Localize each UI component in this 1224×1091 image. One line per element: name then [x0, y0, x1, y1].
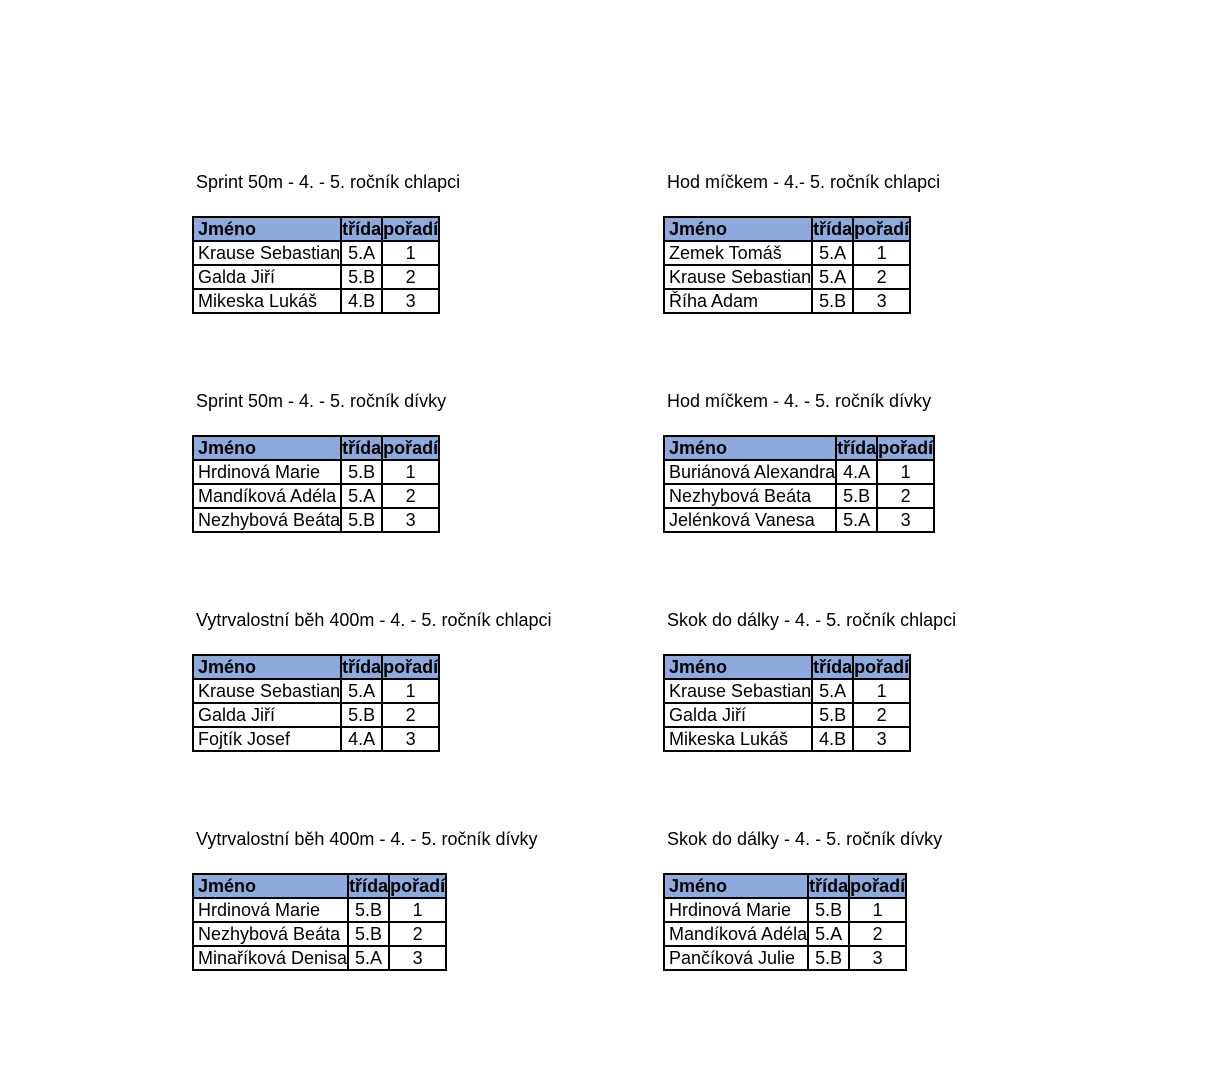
table-header-row: [664, 655, 910, 679]
results-table: [192, 873, 447, 971]
header-name: Jméno: [664, 436, 836, 460]
cell-name: Krause Sebastian: [664, 679, 812, 703]
section-title: Sprint 50m - 4. - 5. ročník chlapci: [196, 172, 461, 192]
results-table: [192, 654, 440, 752]
table-row: [664, 508, 934, 532]
cell-class: 5.B: [836, 484, 877, 508]
cell-class: 5.B: [812, 289, 853, 313]
cell-name: Fojtík Josef: [193, 727, 341, 751]
cell-class: 5.B: [812, 703, 853, 727]
header-class: třída: [342, 219, 382, 239]
table-row: [664, 922, 906, 946]
header-name: Jméno: [664, 655, 812, 679]
header-class: třída: [837, 438, 877, 458]
cell-class: 5.B: [341, 508, 382, 532]
header-class: třída: [813, 219, 853, 239]
cell-rank: 2: [382, 484, 439, 508]
table-row: [193, 898, 446, 922]
cell-rank: 3: [853, 727, 910, 751]
cell-rank: 2: [877, 484, 934, 508]
cell-name: Mikeska Lukáš: [664, 727, 812, 751]
cell-class: 5.A: [812, 241, 853, 265]
table-header-row: [193, 874, 446, 898]
header-rank: pořadí: [390, 876, 446, 896]
cell-rank: 3: [382, 727, 439, 751]
header-rank: pořadí: [383, 657, 439, 677]
cell-class: 4.B: [812, 727, 853, 751]
table-row: [664, 289, 910, 313]
cell-rank: 2: [853, 265, 910, 289]
cell-rank: 1: [877, 460, 934, 484]
results-table: [663, 654, 911, 752]
cell-rank: 3: [849, 946, 906, 970]
table-row: [664, 460, 934, 484]
cell-rank: 3: [382, 289, 439, 313]
cell-class: 5.A: [812, 679, 853, 703]
section-title: Hod míčkem - 4. - 5. ročník dívky: [667, 391, 932, 411]
table-header-row: [193, 655, 439, 679]
cell-class: 5.B: [341, 265, 382, 289]
table-header-row: [664, 436, 934, 460]
header-class: třída: [342, 438, 382, 458]
cell-name: Zemek Tomáš: [664, 241, 812, 265]
table-row: [664, 484, 934, 508]
section-title: Vytrvalostní běh 400m - 4. - 5. ročník chlapci: [196, 610, 552, 630]
section-title: Vytrvalostní běh 400m - 4. - 5. ročník dívky: [196, 829, 538, 849]
header-name: Jméno: [664, 217, 812, 241]
cell-rank: 1: [849, 898, 906, 922]
table-header-row: [193, 436, 439, 460]
header-rank: pořadí: [383, 438, 439, 458]
cell-class: 5.A: [341, 679, 382, 703]
cell-name: Krause Sebastian: [193, 679, 341, 703]
table-header-row: [664, 874, 906, 898]
cell-name: Krause Sebastian: [664, 265, 812, 289]
table-row: [193, 265, 439, 289]
cell-class: 5.B: [348, 922, 389, 946]
cell-name: Říha Adam: [664, 289, 812, 313]
table-row: [664, 265, 910, 289]
header-rank: pořadí: [854, 219, 910, 239]
cell-name: Galda Jiří: [193, 703, 341, 727]
cell-name: Jelénková Vanesa: [664, 508, 836, 532]
section-title: Skok do dálky - 4. - 5. ročník chlapci: [667, 610, 957, 630]
results-table: [663, 873, 907, 971]
cell-rank: 2: [382, 265, 439, 289]
header-class: třída: [349, 876, 389, 896]
header-name: Jméno: [193, 655, 341, 679]
cell-name: Pančíková Julie: [664, 946, 808, 970]
cell-rank: 3: [877, 508, 934, 532]
header-name: Jméno: [193, 436, 341, 460]
header-class: třída: [813, 657, 853, 677]
cell-name: Nezhybová Beáta: [193, 922, 348, 946]
cell-class: 5.B: [808, 946, 849, 970]
header-rank: pořadí: [854, 657, 910, 677]
cell-name: Mandíková Adéla: [193, 484, 341, 508]
cell-class: 4.A: [836, 460, 877, 484]
cell-rank: 1: [853, 241, 910, 265]
cell-name: Krause Sebastian: [193, 241, 341, 265]
cell-name: Mandíková Adéla: [664, 922, 808, 946]
header-name: Jméno: [664, 874, 808, 898]
cell-name: Hrdinová Marie: [664, 898, 808, 922]
cell-name: Galda Jiří: [193, 265, 341, 289]
cell-name: Galda Jiří: [664, 703, 812, 727]
table-header-row: [664, 217, 910, 241]
cell-name: Hrdinová Marie: [193, 460, 341, 484]
cell-rank: 3: [389, 946, 446, 970]
table-row: [664, 703, 910, 727]
results-table: [192, 435, 440, 533]
table-row: [193, 508, 439, 532]
cell-rank: 1: [389, 898, 446, 922]
cell-class: 5.A: [808, 922, 849, 946]
cell-rank: 1: [853, 679, 910, 703]
table-row: [193, 703, 439, 727]
section-title: Sprint 50m - 4. - 5. ročník dívky: [196, 391, 447, 411]
cell-rank: 2: [382, 703, 439, 727]
cell-class: 5.A: [836, 508, 877, 532]
cell-class: 5.A: [341, 484, 382, 508]
cell-class: 5.A: [341, 241, 382, 265]
table-row: [193, 289, 439, 313]
table-row: [664, 727, 910, 751]
header-rank: pořadí: [383, 219, 439, 239]
table-row: [193, 484, 439, 508]
cell-rank: 2: [853, 703, 910, 727]
cell-name: Minaříková Denisa: [193, 946, 348, 970]
cell-class: 5.B: [341, 460, 382, 484]
table-row: [664, 679, 910, 703]
table-row: [664, 898, 906, 922]
header-name: Jméno: [193, 217, 341, 241]
cell-class: 5.B: [808, 898, 849, 922]
cell-name: Nezhybová Beáta: [193, 508, 341, 532]
cell-name: Hrdinová Marie: [193, 898, 348, 922]
cell-name: Buriánová Alexandra: [664, 460, 836, 484]
cell-class: 4.A: [341, 727, 382, 751]
cell-rank: 2: [389, 922, 446, 946]
cell-rank: 1: [382, 679, 439, 703]
cell-class: 4.B: [341, 289, 382, 313]
cell-rank: 3: [853, 289, 910, 313]
table-row: [193, 460, 439, 484]
table-row: [664, 946, 906, 970]
table-row: [193, 922, 446, 946]
table-row: [193, 946, 446, 970]
header-rank: pořadí: [850, 876, 906, 896]
cell-rank: 2: [849, 922, 906, 946]
cell-rank: 1: [382, 460, 439, 484]
table-row: [193, 241, 439, 265]
cell-name: Nezhybová Beáta: [664, 484, 836, 508]
header-class: třída: [809, 876, 849, 896]
header-name: Jméno: [193, 874, 348, 898]
cell-rank: 3: [382, 508, 439, 532]
results-table: [192, 216, 440, 314]
cell-class: 5.A: [812, 265, 853, 289]
table-row: [193, 679, 439, 703]
header-class: třída: [342, 657, 382, 677]
cell-class: 5.A: [348, 946, 389, 970]
header-rank: pořadí: [878, 438, 934, 458]
table-row: [193, 727, 439, 751]
cell-name: Mikeska Lukáš: [193, 289, 341, 313]
table-header-row: [193, 217, 439, 241]
results-table: [663, 216, 911, 314]
table-row: [664, 241, 910, 265]
cell-rank: 1: [382, 241, 439, 265]
results-table: [663, 435, 935, 533]
section-title: Hod míčkem - 4.- 5. ročník chlapci: [667, 172, 941, 192]
section-title: Skok do dálky - 4. - 5. ročník dívky: [667, 829, 943, 849]
cell-class: 5.B: [348, 898, 389, 922]
cell-class: 5.B: [341, 703, 382, 727]
